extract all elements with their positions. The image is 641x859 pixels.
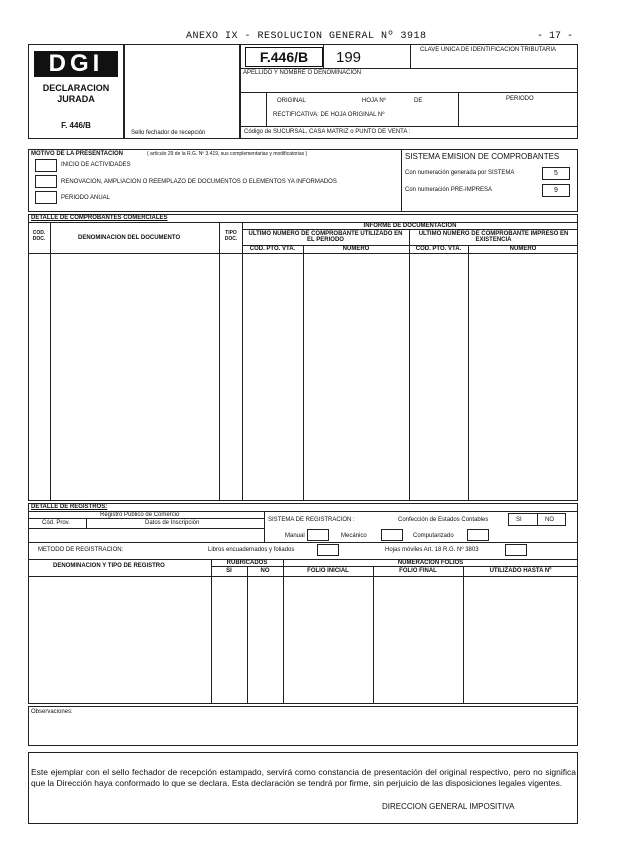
metodo-label: METODO DE REGISTRACION: [38,547,124,553]
hojas-label: Hojas móviles Art. 18 R.G. Nº 3803 [385,547,479,553]
option-inicio-label: INICIO DE ACTIVIDADES [61,162,131,168]
sistema-registracion: SISTEMA DE REGISTRACION : [268,517,355,523]
footer-signature: DIRECCION GENERAL IMPOSITIVA [382,802,515,811]
motivo-subtitle: ( artículo 29 de la R.G. Nº 3.419, sus complementarias y modificatorias ) [147,151,308,157]
col-numero-1: NUMERO [342,246,370,252]
computarizado-label: Computarizado [413,533,454,539]
of-label: DE [414,98,423,104]
col-cod-doc: COD. DOC. [32,230,46,242]
name-label: APELLIDO Y NOMBRE O DENOMINACION [243,70,362,76]
folio-final: FOLIO FINAL [399,568,437,574]
form-number: 199 [336,49,362,66]
col-tipo-doc: TIPO DOC. [224,230,238,242]
preprinted-label: Con numeración PRE-IMPRESA [405,187,493,193]
datos-inscripcion: Datos de Inscripción [145,520,200,526]
observaciones-box[interactable] [28,706,578,746]
manual-label: Manual [285,533,305,539]
mecanico-label: Mecánico [341,533,367,539]
option-renovacion-checkbox[interactable] [35,175,57,188]
manual-checkbox[interactable] [307,529,329,541]
sheet-label: HOJA Nº [362,98,386,104]
original-label: ORIGINAL [277,98,306,104]
hojas-checkbox[interactable] [505,544,527,556]
numeracion-folios-label: NUMERACION FOLIOS [397,560,464,566]
informe-title: INFORME DE DOCUMENTACION [363,223,457,229]
cuit-label: CLAVE UNICA DE IDENTIFICACION TRIBUTARIA [420,47,557,53]
comprobantes-title: DETALLE DE COMPROBANTES COMERCIALES [31,215,168,221]
rubricados-si: SI [226,568,232,574]
libros-checkbox[interactable] [317,544,339,556]
system-code: 5 [554,170,558,177]
system-code-box [542,167,570,180]
ultimo-existencia: ULTIMO NUMERO DE COMPROBANTE IMPRESO EN EXISTENCIA [418,231,569,243]
sistema-emision-title: SISTEMA EMISION DE COMPROBANTES [405,152,560,161]
logo-text: DGI [48,50,104,77]
option-renovacion-label: RENOVACION, AMPLIACION O REEMPLAZO DE DOCUMENTOS O ELEMENTOS YA INFORMADOS [61,179,337,185]
system-label: Con numeración generada por SISTEMA [405,170,515,176]
computarizado-checkbox[interactable] [467,529,489,541]
confeccion-label: Confección de Estados Contables [398,517,489,523]
option-periodo-checkbox[interactable] [35,191,57,204]
page-number: - 17 - [537,31,574,42]
branch-label: Código de SUCURSAL, CASA MATRIZ o PUNTO DE VENTA : [244,129,411,135]
form-code-text: F.446/B [259,49,309,65]
option-periodo-label: PERIODO ANUAL [61,195,111,201]
logo-box [28,44,124,139]
form-code [245,47,323,67]
observaciones-label: Observaciones: [31,709,73,715]
confeccion-si[interactable]: SI [516,517,522,523]
form-label: F. 446/B [61,121,91,130]
col-numero-2: NUMERO [509,246,537,252]
registro-publico: Registro Público de Comercio [100,512,180,518]
rubricados-no: NO [260,568,270,574]
option-inicio-checkbox[interactable] [35,159,57,172]
confeccion-no[interactable]: NO [545,517,554,523]
libros-label: Libros encuadernados y foliados [208,547,295,553]
col-cod-pto-vta-2: COD. PTO. VTA. [415,246,462,252]
rubricados-label: RUBRICADOS [226,560,268,566]
reg-col-denominacion: DENOMINACION Y TIPO DE REGISTRO [53,563,165,569]
cod-prov: Cód. Prov. [42,520,70,526]
annex-title: ANEXO IX - RESOLUCION GENERAL Nº 3918 [186,31,427,42]
declaration-label: DECLARACION JURADA [42,83,110,104]
preprinted-code: 9 [554,187,558,194]
rectification-label: RECTIFICATIVA: DE HOJA ORIGINAL Nº [273,112,385,118]
col-cod-pto-vta-1: COD. PTO. VTA. [249,246,296,252]
ultimo-periodo: ULTIMO NUMERO DE COMPROBANTE UTILIZADO EN EL PERIODO [248,231,403,243]
stamp-box [124,44,240,139]
stamp-label: Sello fechador de recepción [131,130,206,136]
folio-inicial: FOLIO INICIAL [307,568,349,574]
footer-notice: Este ejemplar con el sello fechador de recepción estampado, servirá como constancia de presentación del original respectivo, pero no significa que la Dirección haya conformado lo que se declara. Esta declaración se tendrá por firme, sin perjuicio de las disposiciones legales vigentes. [31,767,576,788]
dgi-logo [34,51,118,77]
col-denominacion: DENOMINACION DEL DOCUMENTO [78,235,181,241]
utilizado-hasta: UTILIZADO HASTA Nº [489,568,552,574]
confeccion-options [508,513,566,526]
mecanico-checkbox[interactable] [381,529,403,541]
motivo-title: MOTIVO DE LA PRESENTACION [31,151,124,157]
registros-title: DETALLE DE REGISTROS: [31,504,108,510]
period-label: PERIODO [506,96,534,102]
preprinted-code-box [542,184,570,197]
